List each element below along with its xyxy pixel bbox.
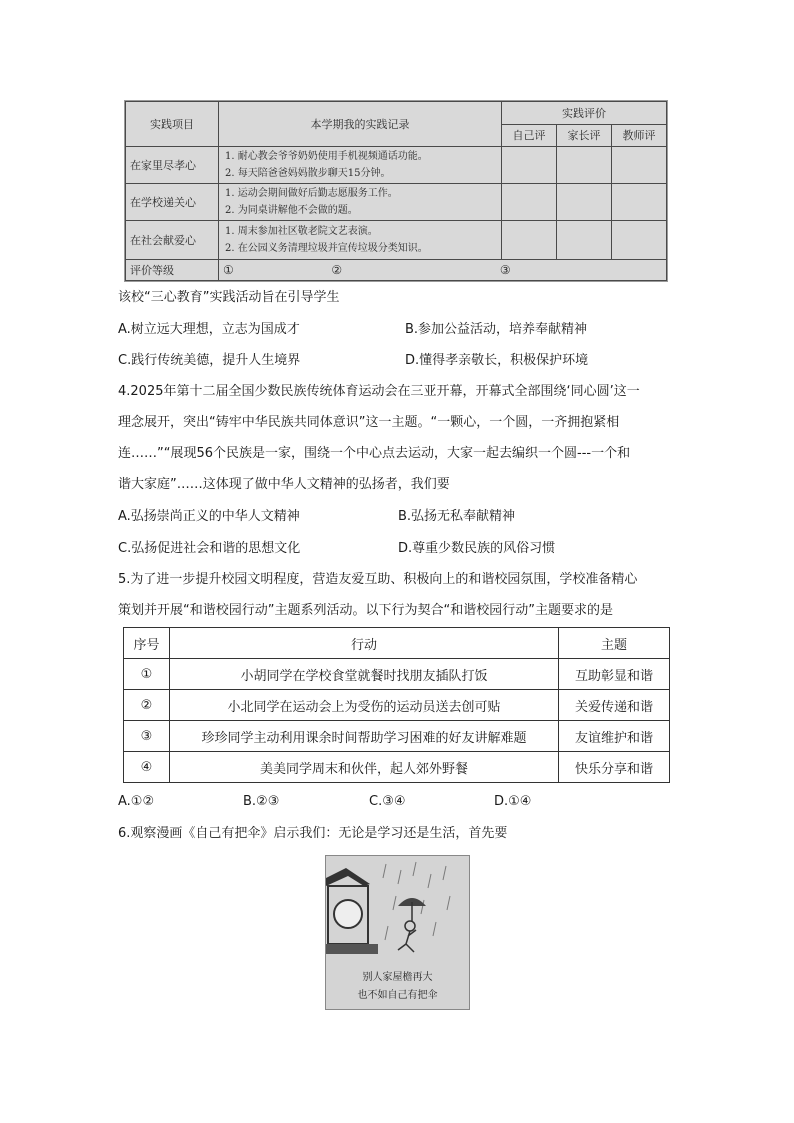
practice-record-photo <box>124 100 668 282</box>
eval-cell <box>557 147 612 184</box>
q3-option-a: A.树立远大理想，立志为国成才 <box>118 322 300 337</box>
header-theme: 主题 <box>559 628 670 659</box>
q4-option-a: A.弘扬崇尚正义的中华人文精神 <box>118 509 300 524</box>
question-5-line: 5.为了进一步提升校园文明程度，营造友爱互助、积极向上的和谐校园氛围，学校准备精心 <box>118 572 638 587</box>
record-line: 2. 在公园义务清理垃圾并宣传垃圾分类知识。 <box>225 243 428 255</box>
header-record: 本学期我的实践记录 <box>219 102 502 147</box>
record-line: 1. 周末参加社区敬老院文艺表演。 <box>225 226 378 238</box>
grade-mark: ③ <box>499 263 511 278</box>
practice-record <box>219 184 502 221</box>
question-4-line: 4.2025年第十二届全国少数民族传统体育运动会在三亚开幕，开幕式全部围绕‘同心圆’这一 <box>118 384 640 399</box>
eval-cell <box>557 221 612 260</box>
q5-option-a: A.①② <box>118 794 155 809</box>
row-num: ④ <box>124 752 170 783</box>
row-theme: 友谊维护和谐 <box>559 721 670 752</box>
practice-record <box>219 221 502 260</box>
table-row <box>124 659 670 690</box>
header-self: 自己评 <box>502 124 557 147</box>
cartoon-caption-line: 别人家屋檐再大 <box>362 972 433 983</box>
row-action: 小北同学在运动会上为受伤的运动员送去创可贴 <box>170 690 559 721</box>
q3-option-d: D.懂得孝亲敬长，积极保护环境 <box>405 353 589 368</box>
practice-record <box>219 147 502 184</box>
row-num: ② <box>124 690 170 721</box>
q5-option-d: D.①④ <box>494 794 532 809</box>
grade-label: 评价等级 <box>126 260 219 281</box>
table-row <box>126 260 667 281</box>
row-action: 小胡同学在学校食堂就餐时找朋友插队打饭 <box>170 659 559 690</box>
eval-cell <box>612 221 667 260</box>
q4-option-b: B.弘扬无私奉献精神 <box>398 509 516 524</box>
header-action: 行动 <box>170 628 559 659</box>
row-theme: 互助彰显和谐 <box>559 659 670 690</box>
question-3-stem: 该校“三心教育”实践活动旨在引导学生 <box>118 290 340 305</box>
record-line: 2. 为同桌讲解他不会做的题。 <box>225 205 358 217</box>
q3-option-c: C.践行传统美德，提升人生境界 <box>118 353 301 368</box>
eval-cell <box>502 147 557 184</box>
table-row <box>126 184 667 221</box>
eval-cell <box>502 221 557 260</box>
question-5-line: 策划并开展“和谐校园行动”主题系列活动。以下行为契合“和谐校园行动”主题要求的是 <box>118 603 613 618</box>
table-header-row <box>124 628 670 659</box>
table-row <box>126 147 667 184</box>
header-parent: 家长评 <box>557 124 612 147</box>
umbrella-cartoon <box>325 855 470 1010</box>
q5-option-c: C.③④ <box>369 794 406 809</box>
record-line: 1. 运动会期间做好后勤志愿服务工作。 <box>225 188 398 200</box>
question-4-line: 理念展开，突出“铸牢中华民族共同体意识”这一主题。“一颗心，一个圆，一齐拥抱紧相 <box>118 415 620 430</box>
row-theme: 关爱传递和谐 <box>559 690 670 721</box>
row-num: ① <box>124 659 170 690</box>
question-6-stem: 6.观察漫画《自己有把伞》启示我们：无论是学习还是生活，首先要 <box>118 826 508 841</box>
grade-marks <box>219 260 667 281</box>
q4-option-c: C.弘扬促进社会和谐的思想文化 <box>118 541 301 556</box>
record-line: 1. 耐心教会爷爷奶奶使用手机视频通话功能。 <box>225 151 428 163</box>
activity-table <box>123 627 670 783</box>
grade-mark: ② <box>331 263 343 278</box>
record-line: 2. 每天陪爸爸妈妈散步聊天15分钟。 <box>225 168 391 180</box>
practice-item: 在家里尽孝心 <box>126 147 219 184</box>
header-num: 序号 <box>124 628 170 659</box>
table-row <box>124 721 670 752</box>
q5-option-b: B.②③ <box>243 794 280 809</box>
eval-cell <box>612 184 667 221</box>
header-teacher: 教师评 <box>612 124 667 147</box>
q3-option-b: B.参加公益活动，培养奉献精神 <box>405 322 588 337</box>
header-item: 实践项目 <box>126 102 219 147</box>
grade-mark: ① <box>223 263 234 278</box>
table-row <box>126 221 667 260</box>
row-num: ③ <box>124 721 170 752</box>
eval-cell <box>612 147 667 184</box>
practice-record-table <box>125 101 667 281</box>
eval-cell <box>502 184 557 221</box>
row-theme: 快乐分享和谐 <box>559 752 670 783</box>
header-evaluation: 实践评价 <box>502 102 667 125</box>
eval-cell <box>557 184 612 221</box>
row-action: 美美同学周末和伙伴，起人郊外野餐 <box>170 752 559 783</box>
practice-item: 在社会献爱心 <box>126 221 219 260</box>
question-4-line: 谐大家庭”……这体现了做中华人文精神的弘扬者，我们要 <box>118 477 450 492</box>
q4-option-d: D.尊重少数民族的风俗习惯 <box>398 541 556 556</box>
table-row <box>124 752 670 783</box>
question-4-line: 连……”“展现56个民族是一家，围绕一个中心点去运动，大家一起去编织一个圆---一个和 <box>118 446 631 461</box>
practice-item: 在学校递关心 <box>126 184 219 221</box>
cartoon-caption-line: 也不如自己有把伞 <box>357 990 438 1001</box>
table-row <box>124 690 670 721</box>
row-action: 珍珍同学主动利用课余时间帮助学习困难的好友讲解难题 <box>170 721 559 752</box>
